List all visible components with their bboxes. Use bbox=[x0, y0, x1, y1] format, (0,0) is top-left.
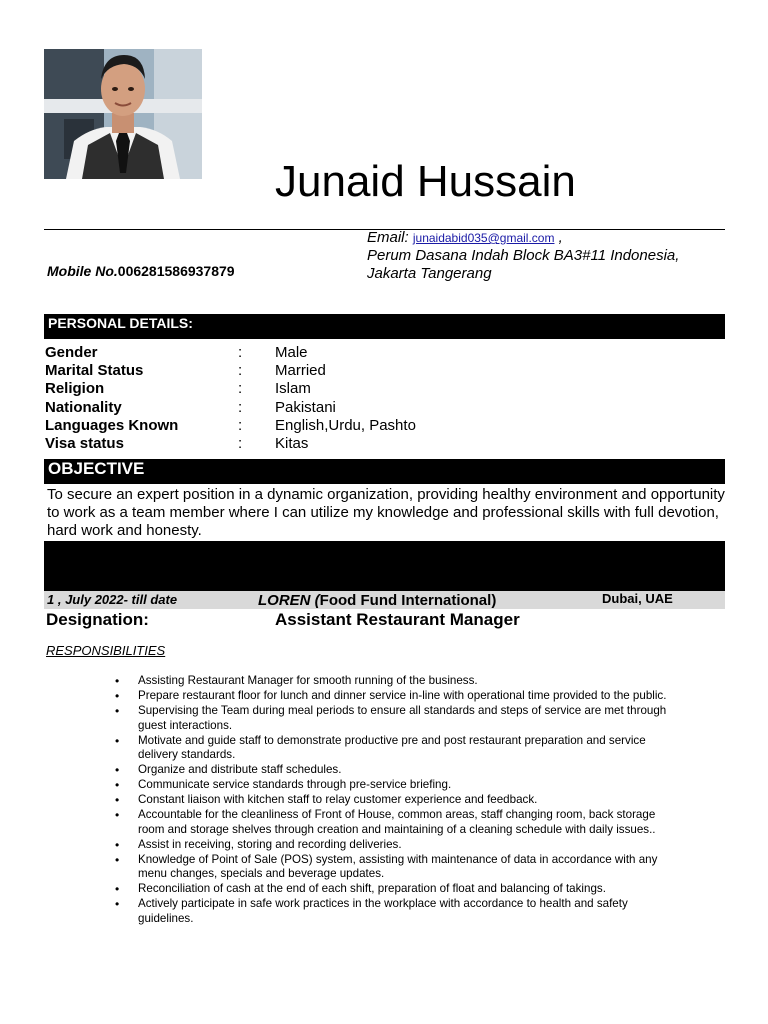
list-item: • Actively participate in safe work practices in the workplace with accordance to health and safety guidelines. bbox=[114, 897, 674, 926]
mobile-number bbox=[47, 263, 235, 279]
field-value: Married bbox=[275, 362, 326, 379]
list-item: • Constant liaison with kitchen staff to relay customer experience and feedback. bbox=[114, 793, 674, 808]
profile-photo bbox=[44, 49, 202, 179]
field-value: Male bbox=[275, 344, 308, 361]
objective-heading: OBJECTIVE bbox=[44, 459, 725, 484]
field-label: Religion bbox=[45, 380, 105, 397]
job-date: 1 , July 2022- till date bbox=[47, 592, 178, 607]
email-suffix: , bbox=[558, 229, 563, 246]
address-line-1: Perum Dasana Indah Block BA3#11 Indonesia, bbox=[367, 247, 680, 264]
experience-heading-bar bbox=[44, 541, 725, 591]
list-item: • Assisting Restaurant Manager for smooth running of the business. bbox=[114, 674, 674, 689]
field-value: Islam bbox=[275, 380, 311, 397]
field-separator: : bbox=[238, 380, 243, 397]
address-line-2: Jakarta Tangerang bbox=[367, 265, 492, 282]
field-label: Gender bbox=[45, 344, 98, 361]
field-separator: : bbox=[238, 435, 243, 452]
designation-value: Assistant Restaurant Manager bbox=[275, 610, 520, 629]
email-link[interactable]: junaidabid035@gmail.com bbox=[412, 231, 555, 245]
mobile-label: Mobile No. bbox=[47, 263, 118, 279]
profile-photo-image bbox=[44, 49, 202, 179]
personal-details-heading: PERSONAL DETAILS: bbox=[44, 314, 725, 339]
job-company bbox=[258, 592, 496, 609]
responsibilities-heading: RESPONSIBILITIES bbox=[46, 643, 166, 658]
list-item: • Reconciliation of cash at the end of each shift, preparation of float and balancing of takings. bbox=[114, 882, 674, 897]
field-value: Kitas bbox=[275, 435, 309, 452]
job-location: Dubai, UAE bbox=[602, 591, 673, 606]
designation-label: Designation: bbox=[46, 610, 149, 629]
list-item: • Communicate service standards through pre-service briefing. bbox=[114, 778, 674, 793]
list-item: • Supervising the Team during meal periods to ensure all standards and steps of service are met through guest interactions. bbox=[114, 704, 674, 733]
field-separator: : bbox=[238, 362, 243, 379]
field-separator: : bbox=[238, 399, 243, 416]
field-label: Marital Status bbox=[45, 362, 144, 379]
field-label: Languages Known bbox=[45, 417, 179, 434]
list-item: • Organize and distribute staff schedules. bbox=[114, 763, 674, 778]
email-line bbox=[367, 229, 727, 247]
field-separator: : bbox=[238, 344, 243, 361]
company-name: LOREN ( bbox=[258, 592, 320, 609]
field-separator: : bbox=[238, 417, 243, 434]
list-item: • Prepare restaurant floor for lunch and dinner service in-line with operational time provided to the public. bbox=[114, 689, 674, 704]
company-parent: Food Fund International) bbox=[319, 592, 497, 609]
candidate-name: Junaid Hussain bbox=[275, 157, 576, 206]
mobile-value: 006281586937879 bbox=[117, 263, 235, 279]
field-value: Pakistani bbox=[275, 399, 336, 416]
field-value: English,Urdu, Pashto bbox=[275, 417, 416, 434]
responsibilities-list bbox=[114, 674, 674, 927]
field-label: Nationality bbox=[45, 399, 122, 416]
objective-text: To secure an expert position in a dynamic organization, providing healthy environment and opportunity to work as a team member where I can utilize my knowledge and professional skills with full devotion, hard work and honesty. bbox=[47, 486, 725, 539]
list-item: • Assist in receiving, storing and recording deliveries. bbox=[114, 838, 674, 853]
list-item: • Accountable for the cleanliness of Front of House, common areas, staff changing room, back storage room and storage shelves through creation and maintaining of a cleaning schedule with daily issues.. bbox=[114, 808, 674, 837]
field-label: Visa status bbox=[45, 435, 124, 452]
email-label: Email: bbox=[367, 229, 409, 246]
contact-block bbox=[367, 229, 727, 283]
list-item: • Knowledge of Point of Sale (POS) system, assisting with maintenance of data in accordance with any menu changes, specials and beverage updates. bbox=[114, 853, 674, 882]
list-item: • Motivate and guide staff to demonstrate productive pre and post restaurant preparation and service delivery standards. bbox=[114, 734, 674, 763]
